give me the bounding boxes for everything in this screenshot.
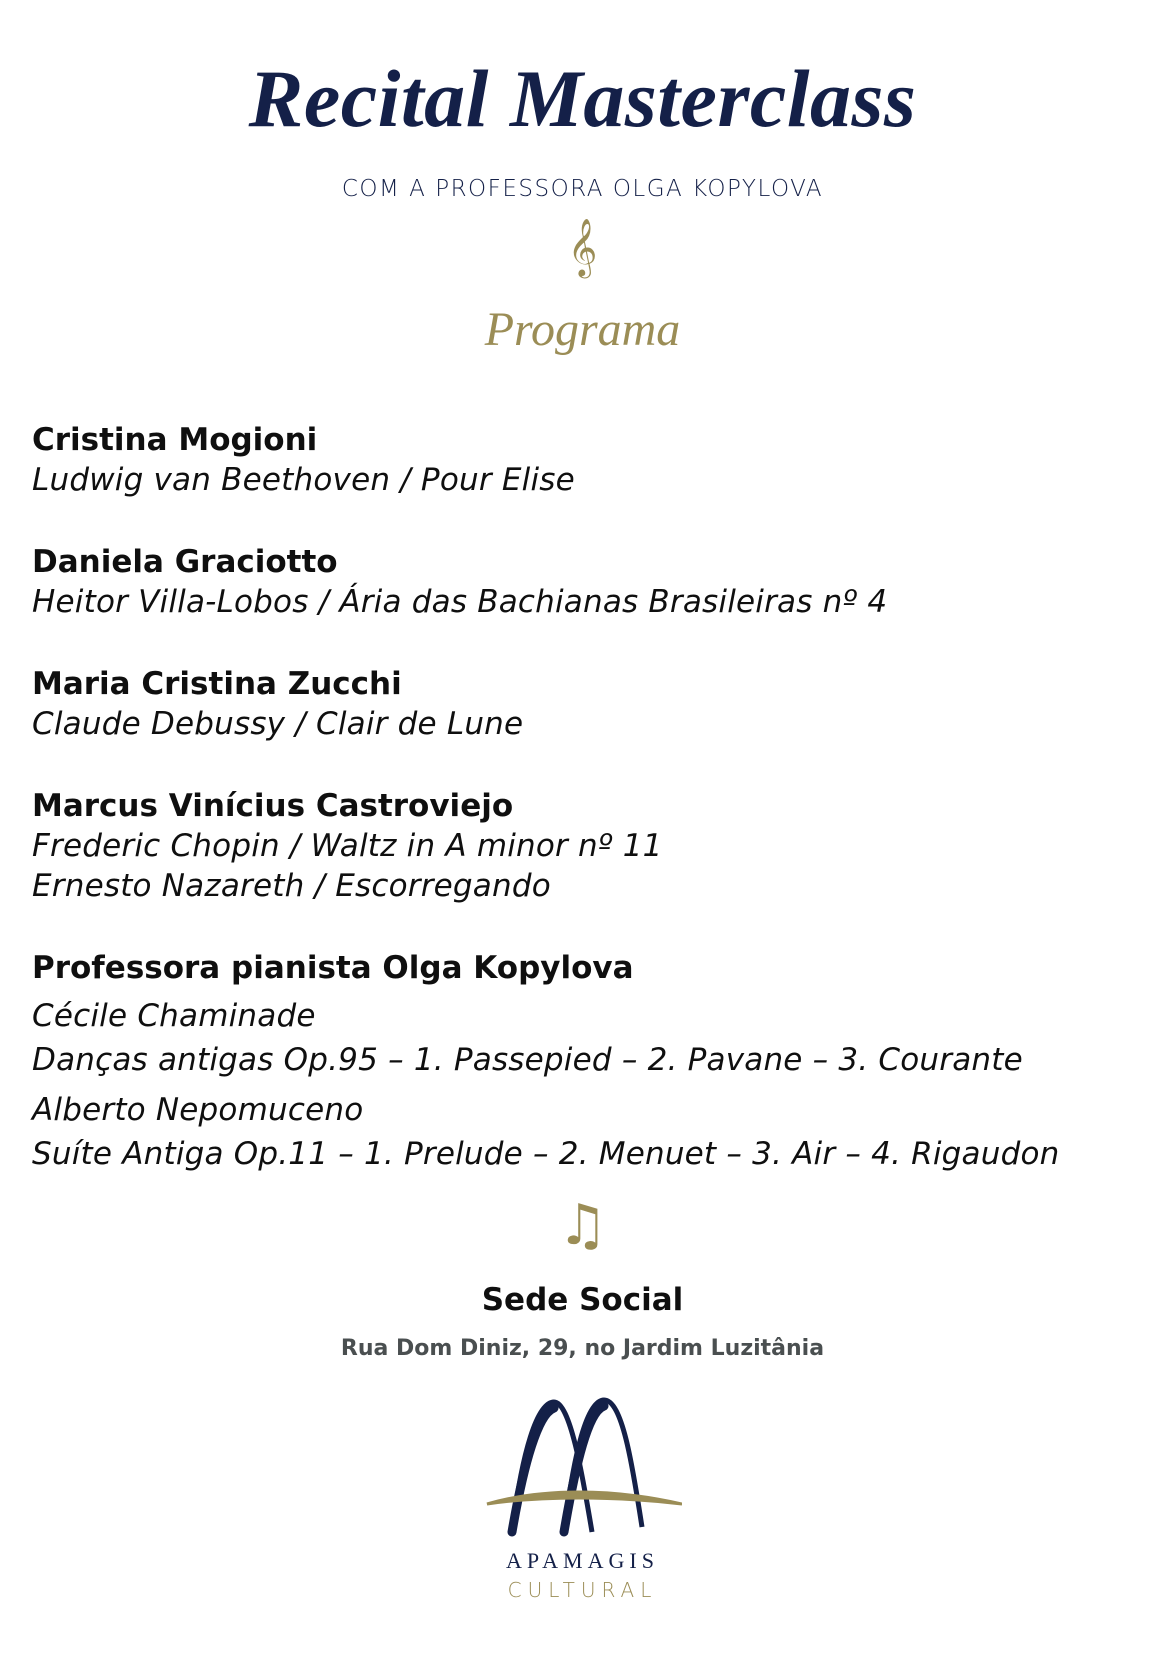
composer: Alberto Nepomuceno: [32, 1092, 364, 1128]
program-entry: [32, 542, 1142, 622]
piece: Frederic Chopin / Waltz in A minor nº 11: [32, 828, 663, 864]
piece: Claude Debussy / Clair de Lune: [32, 706, 524, 742]
page-title: Recital Masterclass: [248, 53, 917, 144]
program-list: [32, 420, 1142, 1218]
logo-line-2: CULTURAL: [507, 1578, 658, 1602]
performer-name: Daniela Graciotto: [32, 544, 338, 580]
page-subtitle: COM A PROFESSORA OLGA KOPYLOVA: [341, 176, 824, 202]
apamagis-logo: [482, 1392, 682, 1542]
performer-name: Marcus Vinícius Castroviejo: [32, 788, 514, 824]
composer: Cécile Chaminade: [32, 998, 316, 1034]
venue-address: Rua Dom Diniz, 29, no Jardim Luzitânia: [340, 1336, 825, 1361]
program-entry: [32, 786, 1142, 906]
piece-group: [32, 994, 1142, 1082]
performer-name: Maria Cristina Zucchi: [32, 666, 402, 702]
treble-clef-icon: 𝄞: [567, 218, 598, 276]
program-entry: [32, 948, 1142, 1176]
logo-line-1: APAMAGIS: [506, 1548, 659, 1573]
piece: Danças antigas Op.95 – 1. Passepied – 2. Pavane – 3. Courante: [32, 1042, 1023, 1078]
piece: Ludwig van Beethoven / Pour Elise: [32, 462, 575, 498]
piece: Suíte Antiga Op.11 – 1. Prelude – 2. Menuet – 3. Air – 4. Rigaudon: [32, 1136, 1060, 1172]
performer-name: Cristina Mogioni: [32, 422, 318, 458]
section-title: Programa: [484, 303, 681, 356]
music-note-icon: ♫: [557, 1193, 608, 1258]
venue-name: Sede Social: [481, 1282, 684, 1318]
performer-name: Professora pianista Olga Kopylova: [32, 950, 634, 986]
piece: Heitor Villa-Lobos / Ária das Bachianas Brasileiras nº 4: [32, 584, 888, 620]
program-entry: [32, 664, 1142, 744]
piece-group: [32, 1088, 1142, 1176]
piece: Ernesto Nazareth / Escorregando: [32, 868, 551, 904]
program-entry: [32, 420, 1142, 500]
